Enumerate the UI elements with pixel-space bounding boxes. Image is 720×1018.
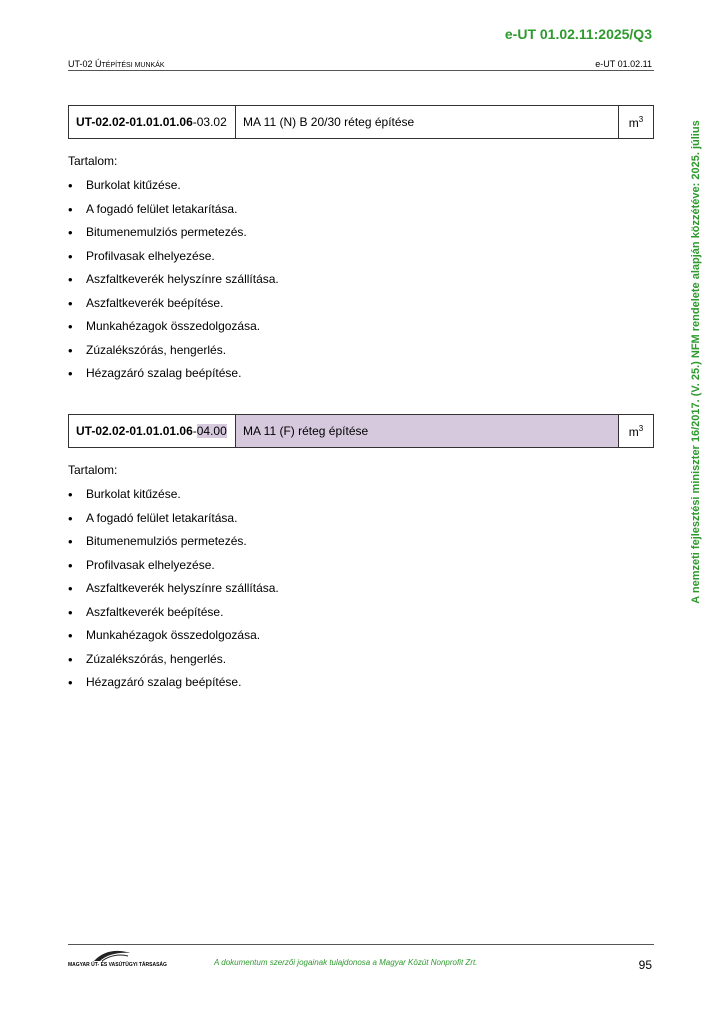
list-item: • Burkolat kitűzése. xyxy=(68,487,279,511)
item-code-dash: - xyxy=(192,424,197,438)
item-row xyxy=(69,415,654,448)
item-unit xyxy=(619,415,654,448)
unit-exponent: 3 xyxy=(638,423,644,433)
list-item: • Hézagzáró szalag beépítése. xyxy=(68,366,279,390)
item-code-suffix: -03.02 xyxy=(192,115,227,129)
list-item: • Profilvasak elhelyezése. xyxy=(68,249,279,273)
item-description-highlighted: MA 11 (F) réteg építése xyxy=(236,415,619,448)
content-list-1 xyxy=(68,178,279,390)
list-item: • Zúzalékszórás, hengerlés. xyxy=(68,652,279,676)
content-label: Tartalom: xyxy=(68,154,118,168)
header-doc-ref: e-UT 01.02.11 xyxy=(595,59,652,69)
side-publication-note: A nemzeti fejlesztési miniszter 16/2017. (V. 25.) NFM rendelete alapján közzétéve: 2025. július xyxy=(690,120,702,604)
list-item: • Aszfaltkeverék helyszínre szállítása. xyxy=(68,272,279,296)
list-item: • Zúzalékszórás, hengerlés. xyxy=(68,343,279,367)
unit-base: m xyxy=(628,115,639,130)
item-code xyxy=(69,106,236,139)
header-chapter-smallcaps: TÉPÍTÉSI MUNKÁK xyxy=(101,62,165,69)
item-code-suffix-highlighted: 04.00 xyxy=(196,424,227,438)
item-table-2 xyxy=(68,414,654,448)
list-item: • Bitumenemulziós permetezés. xyxy=(68,534,279,558)
list-item: • Profilvasak elhelyezése. xyxy=(68,558,279,582)
unit-base: m xyxy=(628,424,639,439)
content-label: Tartalom: xyxy=(68,463,118,477)
list-item: • A fogadó felület letakarítása. xyxy=(68,202,279,226)
unit-exponent: 3 xyxy=(638,114,644,124)
footer-divider xyxy=(68,944,654,945)
list-item: • Aszfaltkeverék beépítése. xyxy=(68,605,279,629)
list-item: • Bitumenemulziós permetezés. xyxy=(68,225,279,249)
item-unit xyxy=(619,106,654,139)
list-item: • Aszfaltkeverék helyszínre szállítása. xyxy=(68,581,279,605)
road-swoosh-icon xyxy=(92,948,132,962)
list-item: • Munkahézagok összedolgozása. xyxy=(68,628,279,652)
list-item: • A fogadó felület letakarítása. xyxy=(68,511,279,535)
list-item: • Aszfaltkeverék beépítése. xyxy=(68,296,279,320)
header-divider xyxy=(68,70,654,71)
society-logo-text: MAGYAR ÚT- ÉS VASÚTÜGYI TÁRSASÁG xyxy=(68,962,167,968)
content-list-2 xyxy=(68,487,279,699)
item-row xyxy=(69,106,654,139)
page-number: 95 xyxy=(638,958,652,972)
item-table-1 xyxy=(68,105,654,139)
item-code xyxy=(69,415,236,448)
list-item: • Burkolat kitűzése. xyxy=(68,178,279,202)
list-item: • Hézagzáró szalag beépítése. xyxy=(68,675,279,699)
document-code: e-UT 01.02.11:2025/Q3 xyxy=(504,26,652,42)
copyright-notice: A dokumentum szerzői jogainak tulajdonosa a Magyar Közút Nonprofit Zrt. xyxy=(214,958,478,967)
list-item: • Munkahézagok összedolgozása. xyxy=(68,319,279,343)
header-chapter xyxy=(68,59,165,69)
item-description: MA 11 (N) B 20/30 réteg építése xyxy=(236,106,619,139)
header-chapter-prefix: UT-02 Ú xyxy=(68,59,102,69)
item-code-bold: UT-02.02-01.01.01.06 xyxy=(76,424,193,438)
item-code-bold: UT-02.02-01.01.01.06 xyxy=(76,115,193,129)
